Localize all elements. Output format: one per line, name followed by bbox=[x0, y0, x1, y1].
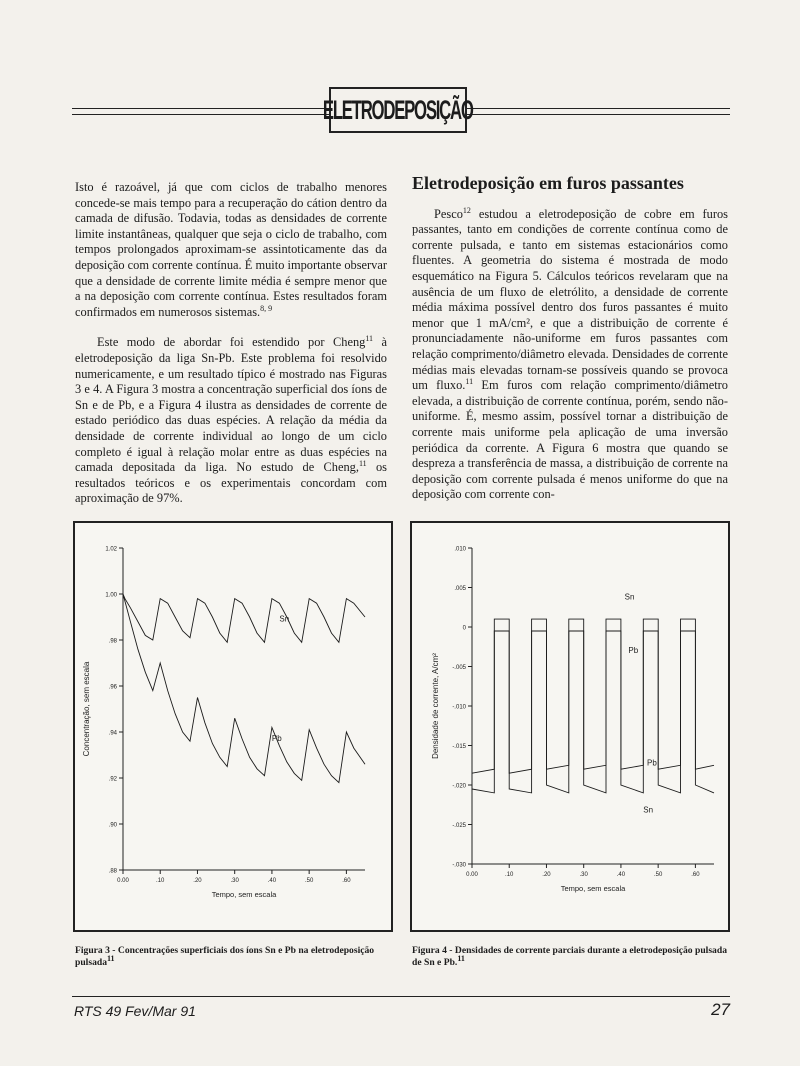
y-tick-label: -.025 bbox=[452, 823, 466, 829]
left-column bbox=[75, 180, 387, 507]
y-tick-label: 1.00 bbox=[105, 592, 117, 599]
section-title: ELETRODEPOSIÇÃO bbox=[323, 94, 473, 125]
y-axis-label: Densidade de corrente, A/cm² bbox=[431, 653, 440, 759]
y-tick-label: .90 bbox=[108, 822, 117, 829]
right-paragraph-text-b: estudou a eletrodeposição de cobre em furos passantes, tanto em condições de corrente contínua como de corrente pulsada, e tanto em sistemas estacionários como fluentes. A geometria do sistema é mostrada de modo esquemático na Figura 5. Cálculos teóricos revelaram que na ausência de um fluxo de eletrólito, a densidade de corrente média máxima possível dentro dos furos passantes é muito menor que 1 mA/cm², e que a distribuição de corrente é pronunciadamente não-uniforme em furos passantes com relação comprimento/diâmetro elevada. Densidades de corrente médias mais elevadas tornam-se possíveis quando se provoca um fluxo. bbox=[412, 206, 728, 393]
right-paragraph-1 bbox=[412, 207, 728, 503]
y-axis-label: Concentração, sem escala bbox=[82, 661, 91, 757]
series-label-sn: Sn bbox=[279, 614, 290, 624]
header-rule-right-bottom bbox=[467, 114, 730, 115]
figure-3-frame bbox=[73, 521, 393, 932]
reference-superscript: 11 bbox=[457, 953, 465, 963]
y-tick-label: .94 bbox=[108, 730, 117, 737]
left-paragraph-2-text-a: Este modo de abordar foi estendido por Cheng bbox=[97, 335, 366, 350]
x-tick-label: .60 bbox=[691, 872, 700, 878]
figure-4-frame bbox=[410, 521, 730, 932]
right-paragraph-text-c: Em furos com relação comprimento/diâmetro elevada, a distribuição de corrente contínua, porém, sendo não-uniforme. É, mesmo assim, possível tornar a distribuição de corrente mais uniforme pela aplicação de uma inversão periódica da corrente. A Figura 6 mostra que quando se despreza a transferência de massa, a distribuição de corrente na deposição com corrente pulsada é menos uniforme do que na deposição com corrente con- bbox=[412, 378, 728, 502]
series-label-pb: Pb bbox=[628, 646, 639, 656]
reference-superscript: 11 bbox=[107, 953, 115, 963]
reference-superscript: 11 bbox=[358, 458, 367, 468]
footer-journal: RTS 49 Fev/Mar 91 bbox=[74, 1003, 196, 1019]
x-tick-label: .20 bbox=[542, 872, 551, 878]
footer-rule bbox=[72, 996, 730, 997]
x-tick-label: .10 bbox=[505, 872, 514, 878]
y-tick-label: -.020 bbox=[452, 783, 466, 790]
series-line-pb bbox=[123, 594, 365, 783]
x-tick-label: 0.00 bbox=[117, 878, 129, 884]
reference-superscript: 11 bbox=[365, 334, 374, 344]
figure-3-caption-text: Figura 3 - Concentrações superficiais dos íons Sn e Pb na eletrodeposição pulsada bbox=[75, 945, 375, 968]
figure-4-caption bbox=[412, 945, 732, 969]
figure-4-caption-text: Figura 4 - Densidades de corrente parciais durante a eletrodeposição pulsada de Sn e Pb. bbox=[412, 945, 727, 968]
x-axis-label: Tempo, sem escala bbox=[560, 884, 626, 893]
x-tick-label: .20 bbox=[193, 878, 202, 884]
x-tick-label: .30 bbox=[579, 872, 588, 878]
left-paragraph-2 bbox=[75, 335, 387, 507]
y-tick-label: .98 bbox=[108, 638, 117, 645]
reference-superscript: 8, 9 bbox=[260, 303, 273, 313]
reference-superscript: 12 bbox=[462, 205, 471, 215]
series-line-sn bbox=[472, 619, 714, 793]
figure-4-chart bbox=[412, 523, 728, 930]
figure-3-chart bbox=[75, 523, 391, 930]
series-label-sn: Sn bbox=[624, 592, 635, 602]
y-tick-label: -.030 bbox=[452, 862, 466, 869]
left-paragraph-1 bbox=[75, 180, 387, 320]
x-axis-label: Tempo, sem escala bbox=[211, 890, 277, 899]
x-tick-label: .50 bbox=[653, 872, 663, 878]
x-tick-label: .40 bbox=[616, 872, 626, 878]
x-tick-label: .40 bbox=[267, 878, 277, 884]
y-tick-label: .010 bbox=[454, 546, 466, 553]
header-rule-left-top bbox=[72, 108, 329, 109]
left-paragraph-2-text-c: os resultados teóricos e os experimentais concordam com aproximação de 97%. bbox=[75, 460, 387, 506]
series-line-pb bbox=[472, 631, 714, 773]
x-tick-label: .30 bbox=[230, 878, 239, 884]
y-tick-label: -.015 bbox=[452, 744, 466, 750]
figure-3-caption bbox=[75, 945, 395, 969]
left-paragraph-1-text: Isto é razoável, já que com ciclos de trabalho menores concede-se mais tempo para a recuperação do cátion dentro da camada de difusão. Todavia, todas as densidades de corrente limite instantâneas, qualquer que seja o ciclo de trabalho, com tempos prolongados aproximam-se assintoticamente das da deposição com corrente contínua. É muito importante observar que a densidade de corrente limite média é sempre menor que a na deposição com corrente contínua. Estes resultados foram confirmados em numerosos sistemas. bbox=[75, 180, 387, 319]
left-paragraph-2-text-b: à eletrodeposição da liga Sn-Pb. Este problema foi resolvido numericamente, e um resultado típico é mostrado nas Figuras 3 e 4. A Figura 3 mostra a concentração superficial dos íons de Sn e de Pb, e a Figura 4 ilustra as densidades de corrente de estado periódico das duas espécies. A relação da média da densidade de corrente individual ao longo de um ciclo completo é igual à relação molar entre as duas espécies na camada depositada da liga. No estudo de Cheng, bbox=[75, 335, 387, 475]
series-label-pb: Pb bbox=[646, 758, 657, 768]
y-tick-label: .96 bbox=[108, 684, 117, 691]
section-heading: Eletrodeposição em furos passantes bbox=[412, 173, 684, 193]
x-tick-label: .10 bbox=[156, 878, 165, 884]
series-label-pb: Pb bbox=[271, 734, 282, 744]
right-column bbox=[412, 173, 728, 503]
y-tick-label: 0 bbox=[462, 625, 466, 632]
right-paragraph-text-a: Pesco bbox=[434, 206, 463, 221]
series-label-sn: Sn bbox=[643, 805, 654, 815]
section-title-box bbox=[323, 87, 473, 133]
page-number: 27 bbox=[711, 1000, 730, 1019]
y-tick-label: -.010 bbox=[452, 704, 466, 711]
y-tick-label: .92 bbox=[108, 776, 117, 783]
header-rule-right-top bbox=[467, 108, 730, 109]
y-tick-label: .005 bbox=[454, 586, 466, 592]
reference-superscript: 11 bbox=[465, 377, 474, 386]
series-line-sn bbox=[123, 594, 365, 642]
y-tick-label: -.005 bbox=[452, 665, 466, 671]
y-tick-label: .88 bbox=[108, 868, 117, 875]
x-tick-label: 0.00 bbox=[466, 872, 478, 878]
x-tick-label: .50 bbox=[304, 878, 314, 884]
y-tick-label: 1.02 bbox=[105, 546, 117, 553]
x-tick-label: .60 bbox=[342, 878, 351, 884]
header-rule-left-bottom bbox=[72, 114, 329, 115]
